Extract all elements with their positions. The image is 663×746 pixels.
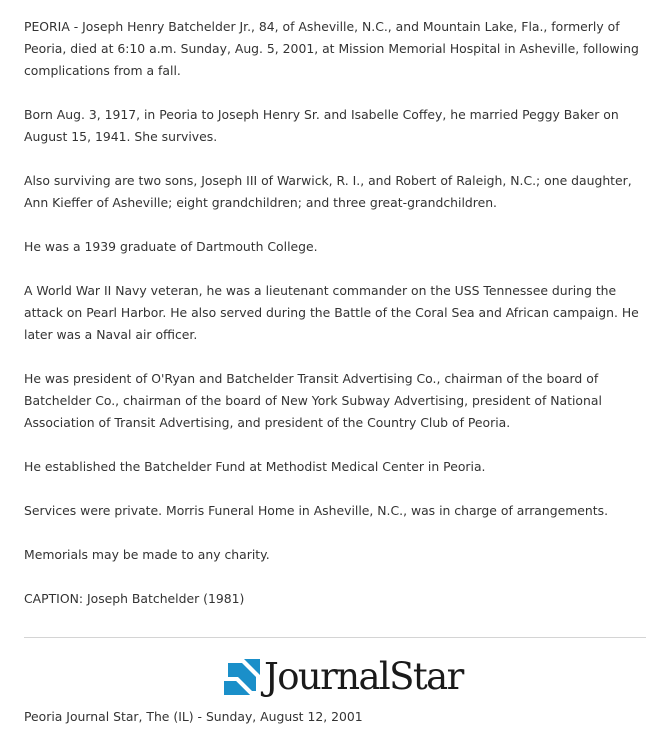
article-paragraph-7: He established the Batchelder Fund at Methodist Medical Center in Peoria.	[24, 459, 486, 474]
obituary-article	[24, 16, 646, 632]
article-paragraph-9: Memorials may be made to any charity.	[24, 547, 270, 562]
article-paragraph-5: A World War II Navy veteran, he was a lieutenant commander on the USS Tennessee during the attack on Pearl Harbor. He also served during the Battle of the Coral Sea and African campaign. He later was a Naval air officer.	[24, 283, 639, 342]
article-paragraph-8: Services were private. Morris Funeral Home in Asheville, N.C., was in charge of arrangements.	[24, 503, 609, 518]
article-paragraph-2: Born Aug. 3, 1917, in Peoria to Joseph Henry Sr. and Isabelle Coffey, he married Peggy Baker on August 15, 1941. She survives.	[24, 107, 619, 144]
article-paragraph-6: He was president of O'Ryan and Batchelder Transit Advertising Co., chairman of the board of Batchelder Co., chairman of the board of New York Subway Advertising, president of National Association of Transit Advertising, and president of the Country Club of Peoria.	[24, 371, 602, 430]
article-paragraph-3: Also surviving are two sons, Joseph III of Warwick, R. I., and Robert of Raleigh, N.C.; one daughter, Ann Kieffer of Asheville; eight grandchildren; and three great-grandchildren.	[24, 173, 632, 210]
article-caption: CAPTION: Joseph Batchelder (1981)	[24, 591, 245, 606]
journal-star-wordmark: JournalStar	[264, 655, 463, 698]
article-paragraph-4: He was a 1939 graduate of Dartmouth College.	[24, 239, 318, 254]
journal-star-logo	[224, 657, 463, 697]
journal-star-mark-icon	[224, 659, 260, 695]
source-line: Peoria Journal Star, The (IL) - Sunday, August 12, 2001	[24, 709, 363, 724]
footer-divider	[24, 637, 646, 638]
article-paragraph-1: PEORIA - Joseph Henry Batchelder Jr., 84, of Asheville, N.C., and Mountain Lake, Fla., formerly of Peoria, died at 6:10 a.m. Sunday, Aug. 5, 2001, at Mission Memorial Hospital in Asheville, following complications from a fall.	[24, 19, 639, 78]
